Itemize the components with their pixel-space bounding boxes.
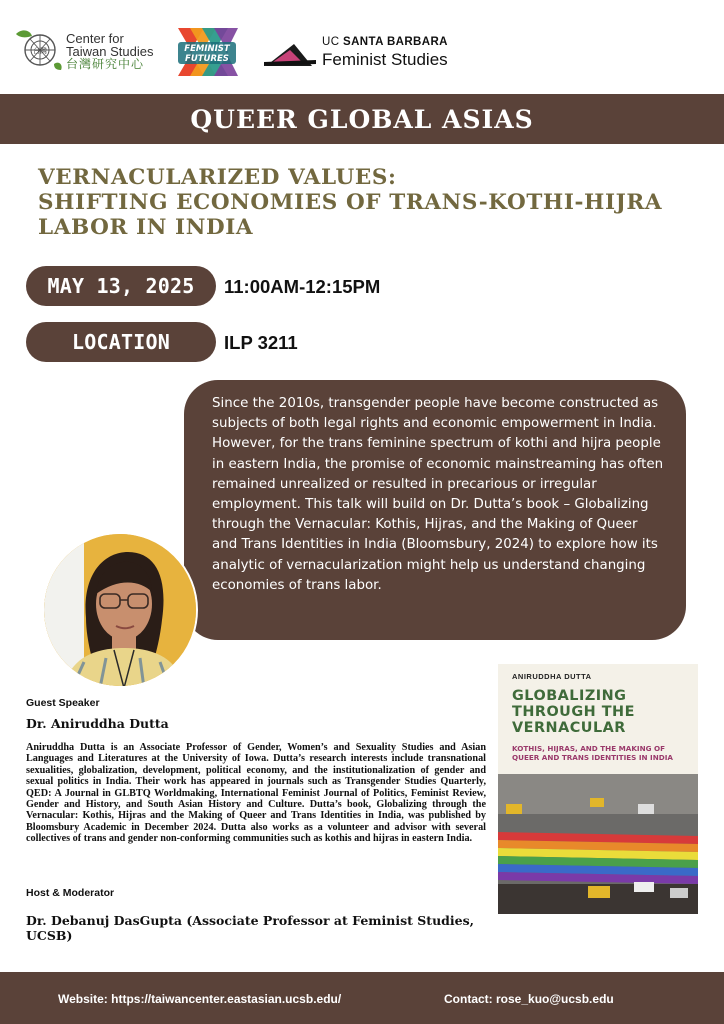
center-name-line-1: Center for [66,31,124,46]
book-title-line-2: THROUGH THE [512,704,635,720]
abstract-box [184,380,686,640]
book-title-line-3: VERNACULAR [512,720,626,736]
speaker-photo [42,532,198,688]
speaker-bio: Aniruddha Dutta is an Associate Professor of Gender, Women’s and Sexuality Studies and Asian Languages and Literatures at the University of Iowa. Dutta’s research interests include transnational sexualities, globalization, development, political economy, and the institutionalization of gender and sexual politics in India. Their work has appeared in journals such as Transgender Studies Quarterly, QED: A Journal in GLBTQ Worldmaking, International Feminist Journal of Politics, Feminist Review, Gender and History, and South Asian History and Culture. Dutta’s book, Globalizing through the Vernacular: Kothis, Hijras and the Making of Queer and Trans Identities in India, was published by Bloomsbury Academic in December 2024. Dutta also works as a volunteer and advisor with several collectives of trans and gender non-conforming communities such as kothis and hijras in eastern India. [26,742,486,845]
event-time: 11:00AM-12:15PM [224,276,381,297]
book-subtitle-line-2: QUEER AND TRANS IDENTITIES IN INDIA [512,753,673,762]
footer [0,972,724,1024]
book-cover [498,664,698,914]
speaker-name: Dr. Aniruddha Dutta [26,716,169,731]
date-pill [26,266,216,306]
series-banner [0,94,724,144]
ucsb-mark-icon [264,40,316,70]
feminist-futures-logo [170,24,242,80]
event-date: MAY 13, 2025 [47,274,195,298]
event-location: ILP 3211 [224,332,298,353]
book-author: ANIRUDDHA DUTTA [512,672,592,681]
feminist-futures-line-2: FUTURES [185,54,229,64]
ucsb-text [322,36,448,70]
series-title: QUEER GLOBAL ASIAS [190,104,534,134]
ucsb-santa-barbara: SANTA BARBARA [343,36,448,48]
center-for-taiwan-studies-logo [14,26,164,72]
book-subtitle-line-1: KOTHIS, HIJRAS, AND THE MAKING OF [512,744,666,753]
talk-title-line-3: LABOR IN INDIA [38,215,254,240]
talk-title [38,165,708,240]
host-label: Host & Moderator [26,887,115,899]
ucsb-feminist-studies-logo [264,36,464,76]
center-name-line-2: Taiwan Studies [66,44,154,59]
book-cover-photo [498,774,698,914]
center-name [66,32,153,71]
guest-speaker-label: Guest Speaker [26,697,100,709]
host-name: Dr. Debanuj DasGupta (Associate Professor at Feminist Studies, UCSB) [26,913,474,943]
location-label: LOCATION [72,330,170,354]
book-subtitle [512,744,692,762]
logo-row [0,22,724,82]
taiwan-studies-mark-icon [14,26,64,72]
location-pill [26,322,216,362]
ucsb-department: Feminist Studies [322,50,448,69]
talk-title-line-1: VERNACULARIZED VALUES: [38,165,397,190]
talk-title-line-2: SHIFTING ECONOMIES OF TRANS-KOTHI-HIJRA [38,190,663,215]
ucsb-uc: UC [322,36,344,48]
speaker-portrait [44,534,198,688]
center-name-chinese: 台灣研究中心 [66,57,145,71]
book-title [512,688,692,736]
footer-website-link[interactable]: Website: https://taiwancenter.eastasian.ucsb.edu/ [58,992,342,1006]
feminist-futures-line-1: FEMINIST [184,44,230,54]
abstract-text: Since the 2010s, transgender people have become constructed as subjects of both legal rights and economic empowerment in India. However, for the trans feminine spectrum of kothi and hijra people in eastern India, the promise of economic mainstreaming has often remained unrealized or resulted in precarious or irregular employment. This talk will build on Dr. Dutta’s book – Globalizing through the Vernacular: Kothis, Hijras, and the Making of Queer and Trans Identities in India (Bloomsbury, 2024) to explore how its analytic of vernacularization might help us understand changing economies of trans labor. [212,396,664,593]
book-title-line-1: GLOBALIZING [512,688,627,704]
ucsb-name [322,36,448,48]
footer-contact-email[interactable]: Contact: rose_kuo@ucsb.edu [444,992,614,1006]
center-mark-text: 台灣 [33,47,47,55]
